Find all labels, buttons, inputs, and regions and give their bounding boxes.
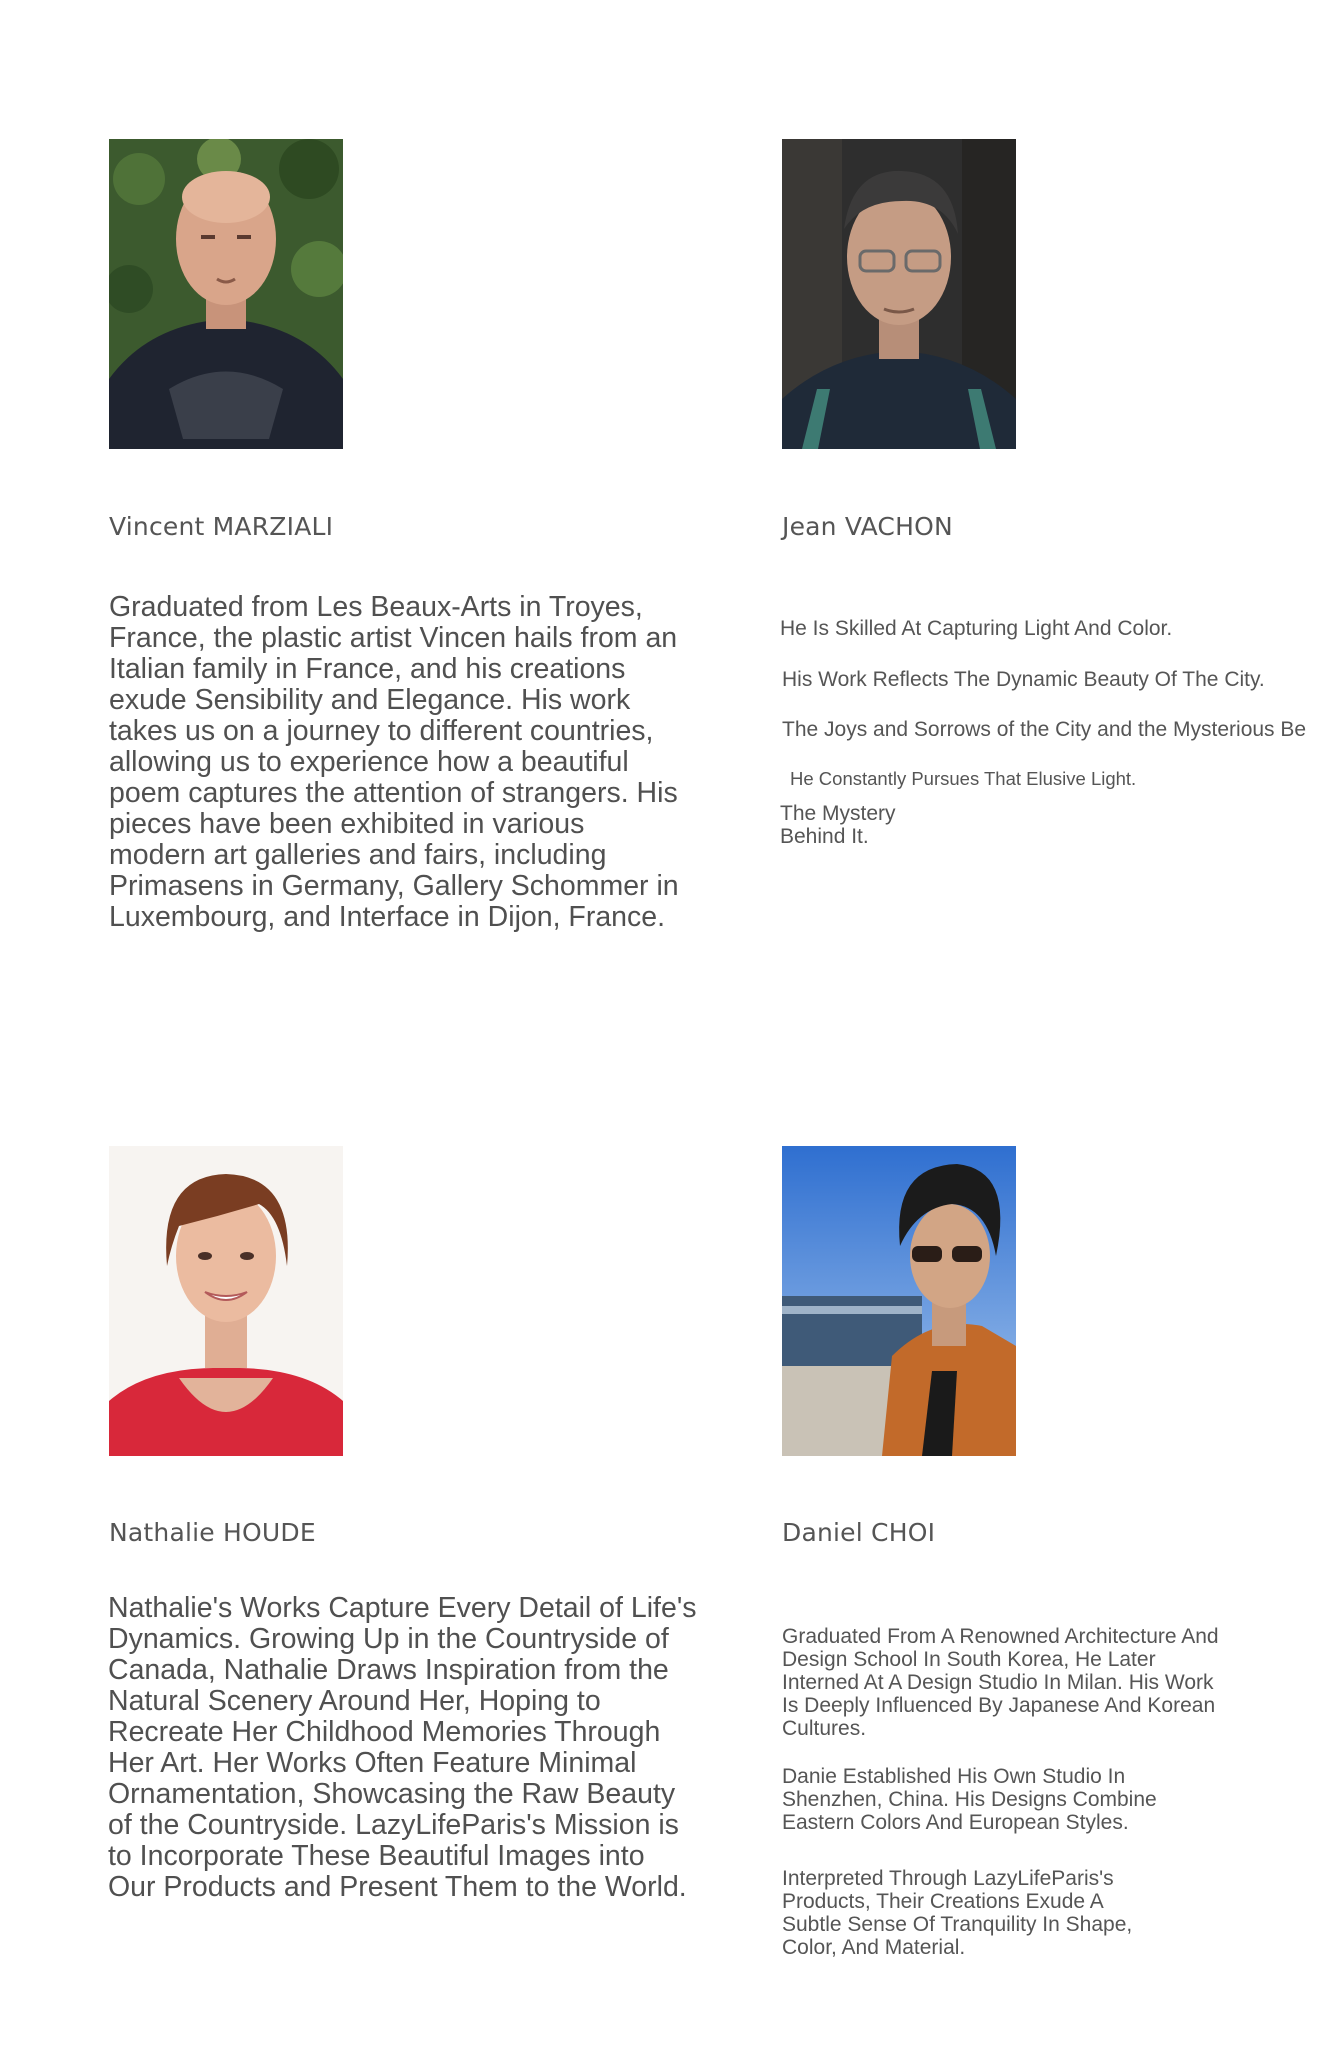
artist-bio-line: He Is Skilled At Capturing Light And Color. [780,617,1173,640]
artist-bio [109,592,679,933]
artist-photo-nathalie-houde [109,1146,343,1456]
artist-bio-line: Behind It. [780,825,869,848]
artist-bio-line: The Mystery [780,802,896,825]
artist-bio-line: He Constantly Pursues That Elusive Light. [790,768,1137,789]
artist-name: Nathalie HOUDE [109,1518,316,1547]
artist-bio-paragraph: Danie Established His Own Studio In Shenzhen, China. His Designs Combine Eastern Colors And European Styles. [782,1765,1157,1834]
artist-bio-paragraph: Graduated From A Renowned Architecture And Design School In South Korea, He Later Interned At A Design Studio In Milan. His Work Is Deeply Influenced By Japanese And Korean Cultures. [782,1625,1219,1740]
artist-photo-vincent-marziali [109,139,343,449]
artist-bio-line: The Joys and Sorrows of the City and the Mysterious Be [782,718,1307,741]
artist-name: Jean VACHON [782,512,953,541]
artist-name: Vincent MARZIALI [109,512,334,541]
artist-bio-text: Graduated from Les Beaux-Arts in Troyes, France, the plastic artist Vincen hails from an Italian family in France, and his creations exude Sensibility and Elegance. His work takes us on a journey to different countries, allowing us to experience how a beautiful poem captures the attention of strangers. His pieces have been exhibited in various modern art galleries and fairs, including Primasens in Germany, Gallery Schommer in Luxembourg, and Interface in Dijon, France. [109,591,679,933]
artist-bio-text: Nathalie's Works Capture Every Detail of Life's Dynamics. Growing Up in the Countryside of Canada, Nathalie Draws Inspiration from the Natural Scenery Around Her, Hoping to Recreate Her Childhood Memories Through Her Art. Her Works Often Feature Minimal Ornamentation, Showcasing the Raw Beauty of the Countryside. LazyLifeParis's Mission is to Incorporate These Beautiful Images into Our Products and Present Them to the World. [108,1592,697,1903]
artist-photo-daniel-choi [782,1146,1016,1456]
artist-bio-line: His Work Reflects The Dynamic Beauty Of The City. [782,668,1265,691]
artist-name: Daniel CHOI [782,1518,936,1547]
artist-bio [108,1593,698,1903]
artist-photo-jean-vachon [782,139,1016,449]
artist-bio-paragraph: Interpreted Through LazyLifeParis's Products, Their Creations Exude A Subtle Sense Of Tranquility In Shape, Color, And Material. [782,1867,1133,1959]
